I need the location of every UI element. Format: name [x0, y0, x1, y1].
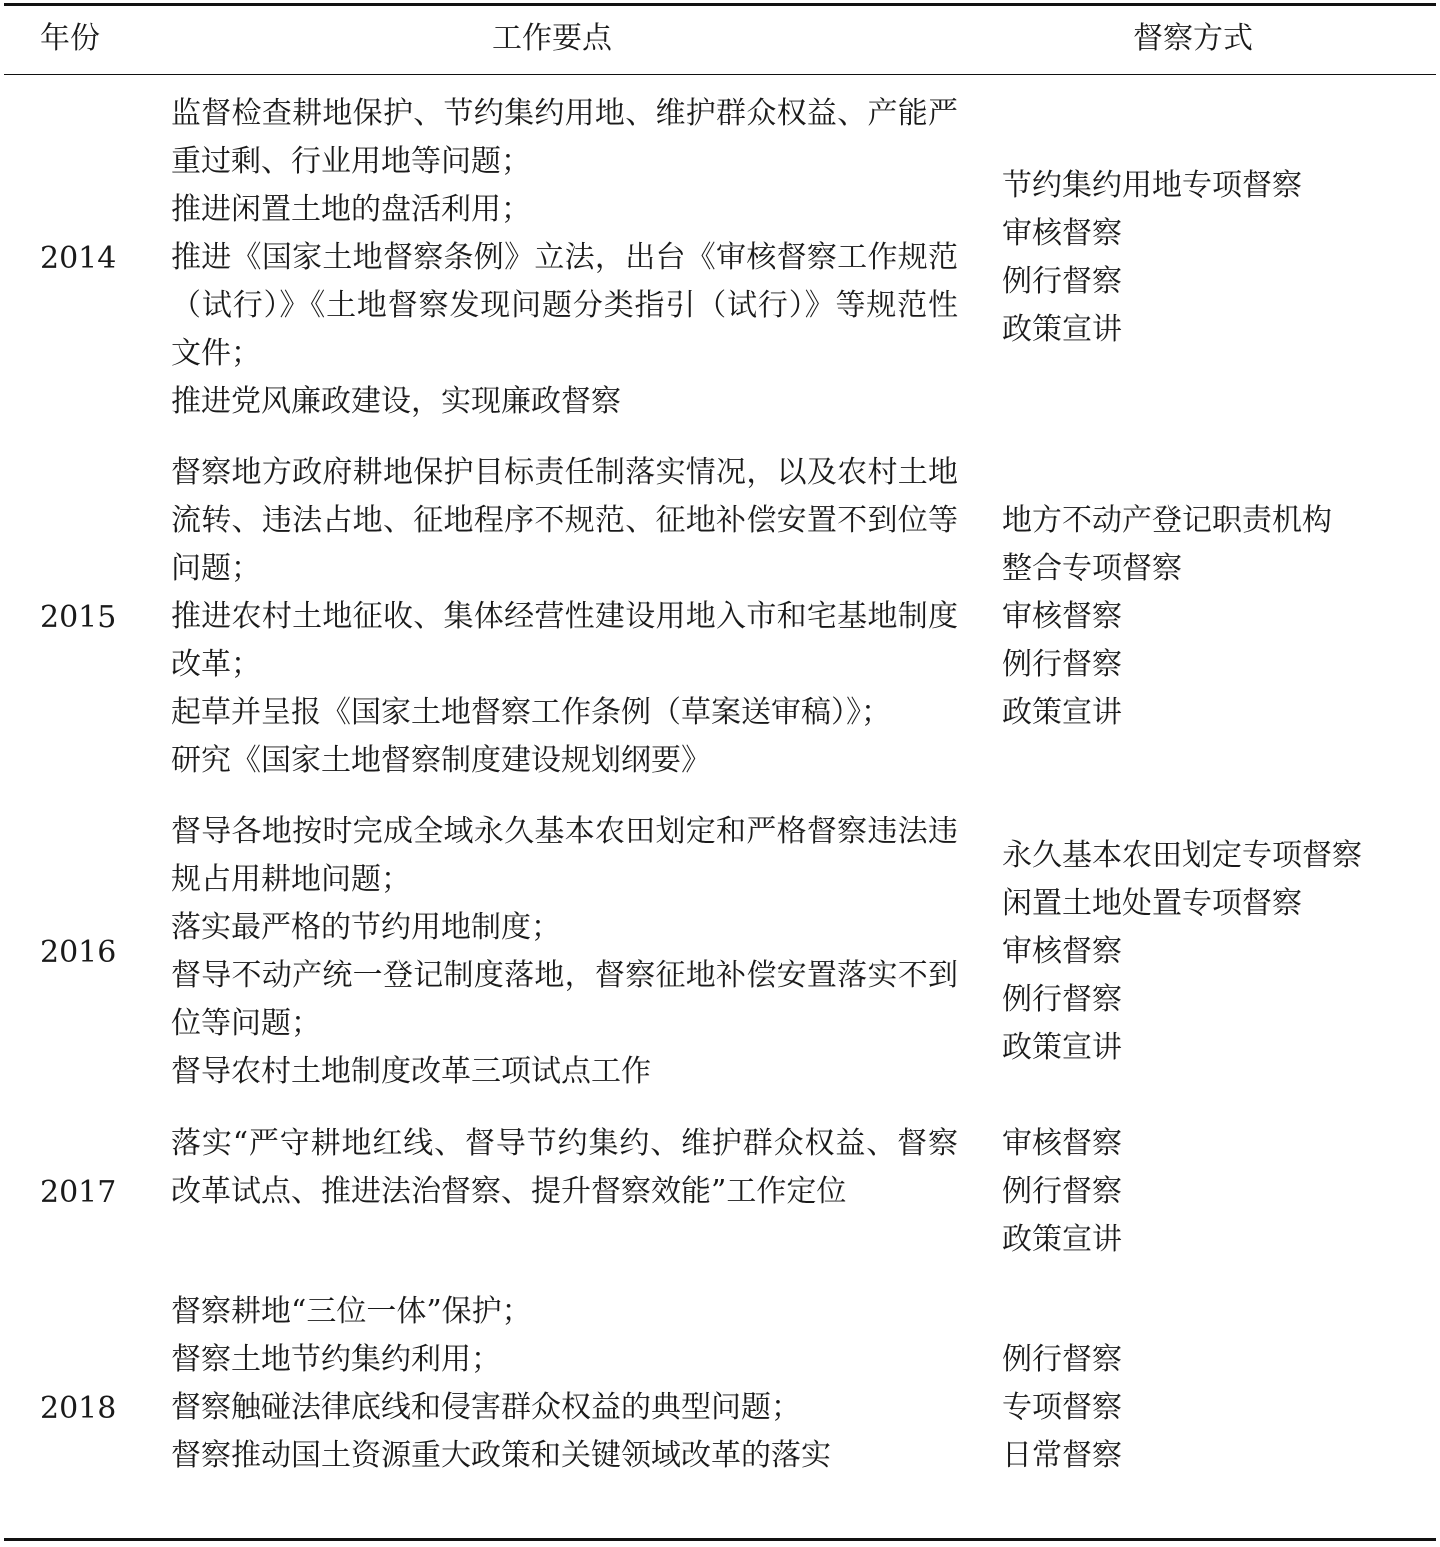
table-row-2014: [0, 90, 1440, 426]
work-point: 督察地方政府耕地保护目标责任制落实情况，以及农村土地流转、违法占地、征地程序不规范、征地补偿安置不到位等问题；: [171, 455, 958, 586]
table-row-2018: [0, 1288, 1440, 1528]
row-work-points: [171, 1288, 958, 1480]
row-methods: [1002, 808, 1432, 1096]
work-point: 推进党风廉政建设，实现廉政督察: [171, 384, 621, 419]
work-point: 督察触碰法律底线和侵害群众权益的典型问题；: [171, 1390, 801, 1425]
work-point: 督导各地按时完成全域永久基本农田划定和严格督察违法违规占用耕地问题；: [171, 814, 958, 897]
work-point: 起草并呈报《国家土地督察工作条例（草案送审稿）》；: [171, 695, 891, 730]
method-item: 例行督察: [1002, 982, 1122, 1017]
method-item: 例行督察: [1002, 264, 1122, 299]
row-work-points: [171, 90, 958, 426]
method-item: 审核督察: [1002, 934, 1122, 969]
row-year: 2017: [40, 1174, 117, 1210]
work-point: 推进闲置土地的盘活利用；: [171, 192, 531, 227]
header-year: 年份: [40, 21, 100, 56]
header-supervision-method: 督察方式: [1133, 21, 1253, 56]
method-item: 审核督察: [1002, 216, 1122, 251]
table-row-2017: [0, 1120, 1440, 1264]
work-point: 督察推动国土资源重大政策和关键领域改革的落实: [171, 1438, 831, 1473]
method-item: 整合专项督察: [1002, 551, 1182, 586]
work-point: 监督检查耕地保护、节约集约用地、维护群众权益、产能严重过剩、行业用地等问题；: [171, 96, 958, 179]
table-header-rule: [4, 74, 1436, 75]
work-point: 督导不动产统一登记制度落地，督察征地补偿安置落实不到位等问题；: [171, 958, 958, 1041]
work-point: 推进《国家土地督察条例》立法，出台《审核督察工作规范（试行）》《土地督察发现问题分类指引（试行）》等规范性文件；: [171, 240, 958, 371]
method-item: 审核督察: [1002, 1126, 1122, 1161]
work-point: 研究《国家土地督察制度建设规划纲要》: [171, 743, 711, 778]
work-point: 督察耕地“三位一体”保护；: [171, 1294, 532, 1329]
row-methods: [1002, 449, 1432, 785]
table-top-rule: [4, 3, 1436, 6]
row-work-points: [171, 449, 958, 785]
method-item: 日常督察: [1002, 1438, 1122, 1473]
work-point: 落实“严守耕地红线、督导节约集约、维护群众权益、督察改革试点、推进法治督察、提升督察效能”工作定位: [171, 1126, 958, 1209]
method-item: 例行督察: [1002, 647, 1122, 682]
work-point: 督察土地节约集约利用；: [171, 1342, 501, 1377]
method-item: 政策宣讲: [1002, 312, 1122, 347]
method-item: 政策宣讲: [1002, 1030, 1122, 1065]
row-methods: [1002, 1288, 1432, 1528]
method-item: 政策宣讲: [1002, 695, 1122, 730]
table-row-2015: [0, 449, 1440, 785]
method-item: 政策宣讲: [1002, 1222, 1122, 1257]
method-item: 例行督察: [1002, 1342, 1122, 1377]
method-item: 闲置土地处置专项督察: [1002, 886, 1302, 921]
method-item: 节约集约用地专项督察: [1002, 168, 1302, 203]
method-item: 例行督察: [1002, 1174, 1122, 1209]
row-year: 2015: [40, 599, 117, 635]
method-item: 专项督察: [1002, 1390, 1122, 1425]
row-year: 2014: [40, 240, 117, 276]
row-methods: [1002, 1120, 1432, 1264]
table-row-2016: [0, 808, 1440, 1096]
row-work-points: [171, 808, 958, 1096]
method-item: 地方不动产登记职责机构: [1002, 503, 1332, 538]
header-work-points: 工作要点: [492, 21, 612, 56]
work-point: 落实最严格的节约用地制度；: [171, 910, 561, 945]
work-point: 推进农村土地征收、集体经营性建设用地入市和宅基地制度改革；: [171, 599, 958, 682]
table-bottom-rule: [4, 1538, 1436, 1541]
work-point: 督导农村土地制度改革三项试点工作: [171, 1054, 651, 1089]
row-work-points: [171, 1120, 958, 1216]
row-year: 2018: [40, 1390, 117, 1426]
method-item: 永久基本农田划定专项督察: [1002, 838, 1362, 873]
row-methods: [1002, 90, 1432, 426]
row-year: 2016: [40, 934, 117, 970]
method-item: 审核督察: [1002, 599, 1122, 634]
